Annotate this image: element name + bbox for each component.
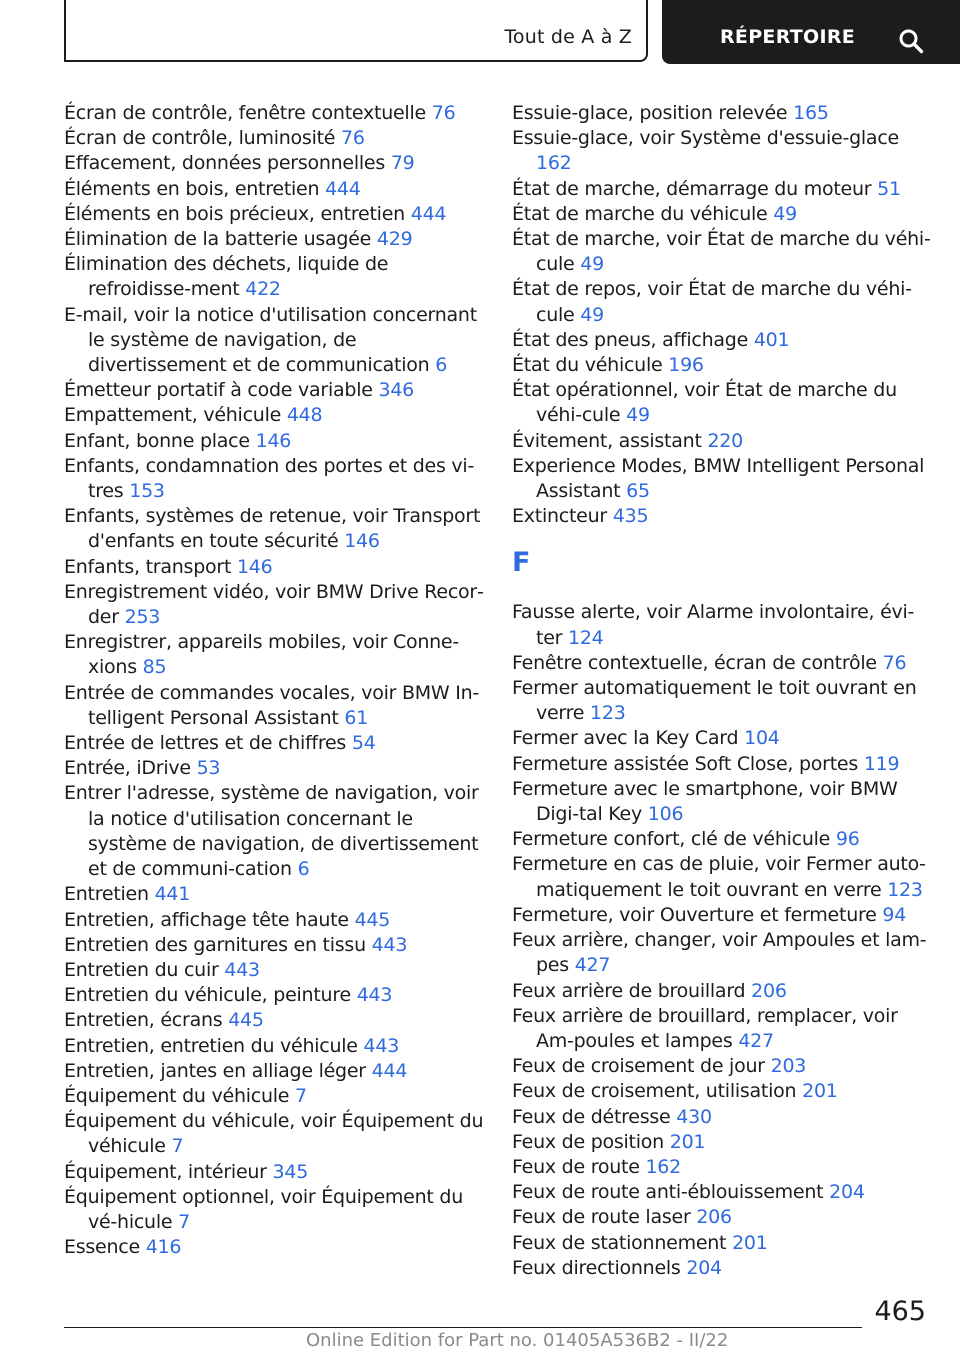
index-entry — [512, 429, 932, 454]
index-entry — [512, 903, 932, 928]
index-entry-page-link[interactable]: 124 — [568, 626, 604, 649]
index-entry-page-link[interactable]: 441 — [154, 883, 191, 906]
index-entry-term: Entrée, iDrive — [64, 757, 191, 780]
page-number: 465 — [874, 1296, 926, 1327]
index-entry-term: Fenêtre contextuelle, écran de contrôle — [512, 651, 877, 674]
index-entry-term: Enfants, condamnation des portes et des vi‐tres — [64, 454, 475, 503]
index-entry-page-link[interactable]: 76 — [431, 102, 456, 124]
index-entry — [64, 403, 484, 428]
index-entry-term: Feux arrière de brouillard, remplacer, voir Am‐poules et lampes — [512, 1004, 898, 1052]
index-entry-term: Fermer avec la Key Card — [512, 727, 739, 750]
index-entry-term: Fermer automatiquement le toit ouvrant en verre — [512, 677, 917, 725]
index-entry-page-link[interactable]: 220 — [707, 429, 743, 452]
index-entry-term: Feux de croisement, utilisation — [512, 1080, 797, 1103]
index-entry — [64, 151, 484, 176]
index-entry-term: Entretien, écrans — [64, 1009, 223, 1032]
index-entry-page-link[interactable]: 7 — [171, 1135, 184, 1158]
index-entry-page-link[interactable]: 123 — [887, 878, 923, 901]
index-entry — [64, 252, 484, 302]
index-entry-term: Entrer l'adresse, système de navigation, voir la notice d'utilisation concernant le système de navigation, de divertissement et de communi‐cation — [64, 782, 479, 881]
index-entry-page-link[interactable]: 49 — [626, 404, 650, 427]
index-entry — [64, 908, 484, 933]
index-entry — [64, 177, 484, 202]
index-entry-term: État des pneus, affichage — [512, 328, 749, 351]
index-entry-page-link[interactable]: 196 — [668, 354, 704, 377]
index-entry-page-link[interactable]: 345 — [272, 1160, 309, 1183]
index-entry-page-link[interactable]: 206 — [696, 1206, 732, 1229]
index-entry — [64, 303, 484, 379]
index-entry-term: État de repos, voir État de marche du véhi‐cule — [512, 278, 912, 326]
index-entry-term: Émetteur portatif à code variable — [64, 379, 373, 402]
index-entry-term: État opérationnel, voir État de marche du véhi‐cule — [512, 379, 897, 427]
index-entry-page-link[interactable]: 253 — [124, 606, 161, 629]
index-entry-page-link[interactable]: 85 — [142, 656, 167, 679]
index-entry-page-link[interactable]: 7 — [295, 1084, 307, 1107]
index-entry — [64, 731, 484, 756]
footer-edition-text: Online Edition for Part no. 01405A536B2 - II/22 — [306, 1330, 729, 1351]
index-entry — [512, 1105, 932, 1130]
index-entry-term: Éléments en bois, entretien — [64, 177, 320, 200]
index-entry-term: Feux de route laser — [512, 1206, 691, 1229]
index-entry-page-link[interactable]: 401 — [753, 328, 790, 351]
index-entry-page-link[interactable]: 119 — [863, 752, 900, 775]
index-entry-page-link[interactable]: 6 — [435, 354, 448, 377]
index-entry-page-link[interactable]: 445 — [228, 1009, 264, 1032]
index-entry — [64, 1160, 484, 1185]
index-entry — [64, 504, 484, 554]
index-entry — [64, 555, 484, 580]
index-entry-page-link[interactable]: 123 — [590, 702, 626, 725]
index-entry-page-link[interactable]: 162 — [536, 152, 572, 175]
index-entry — [64, 429, 484, 454]
index-entry-term: Feux directionnels — [512, 1256, 681, 1279]
index-entry-page-link[interactable]: 6 — [297, 858, 310, 881]
index-entry-page-link[interactable]: 443 — [224, 958, 260, 981]
index-entry-term: Extincteur — [512, 505, 607, 528]
index-entry-term: Élimination de la batterie usagée — [64, 228, 372, 251]
index-entry — [64, 983, 484, 1008]
index-entry-term: Entretien — [64, 883, 149, 906]
index-entry-page-link[interactable]: 443 — [356, 984, 393, 1007]
index-entry-page-link[interactable]: 422 — [245, 278, 281, 301]
index-entry-term: Équipement optionnel, voir Équipement du vé‐hicule — [64, 1185, 464, 1233]
index-entry-term: Fermeture confort, clé de véhicule — [512, 828, 831, 851]
index-entry-term: Fausse alerte, voir Alarme involontaire, évi‐ter — [512, 601, 915, 649]
index-entry-term: Enregistrer, appareils mobiles, voir Conne‐xions — [64, 631, 459, 679]
index-entry-term: Empattement, véhicule — [64, 404, 282, 427]
index-entry — [64, 1008, 484, 1033]
index-entry-term: Fermeture avec le smartphone, voir BMW Digi‐tal Key — [512, 777, 898, 826]
index-entry-page-link[interactable]: 444 — [325, 177, 361, 200]
index-entry — [512, 979, 932, 1004]
index-entry — [512, 1130, 932, 1155]
index-entry-term: Feux arrière, changer, voir Ampoules et lam‐pes — [512, 929, 927, 977]
index-entry — [64, 1034, 484, 1059]
index-entry — [64, 126, 484, 151]
index-entry-term: Enfants, transport — [64, 555, 232, 578]
index-entry — [512, 827, 932, 852]
index-entry-page-link[interactable]: 51 — [877, 177, 901, 200]
index-entry-page-link[interactable]: 146 — [344, 530, 380, 553]
index-entry-page-link[interactable]: 201 — [732, 1231, 768, 1254]
index-entry — [64, 227, 484, 252]
index-entry-term: État de marche du véhicule — [512, 202, 768, 225]
index-entry-page-link[interactable]: 53 — [196, 757, 221, 780]
index-entry-term: Enfant, bonne place — [64, 429, 250, 452]
index-entry-page-link[interactable]: 430 — [676, 1105, 712, 1128]
index-entry-term: Fermeture assistée Soft Close, portes — [512, 752, 859, 775]
index-entry — [512, 600, 932, 650]
index-entry-term: Feux de stationnement — [512, 1231, 727, 1254]
index-entry-page-link[interactable]: 435 — [612, 505, 649, 528]
index-entry — [64, 882, 484, 907]
index-entry — [512, 726, 932, 751]
index-entry — [512, 676, 932, 726]
index-entry-page-link[interactable]: 429 — [376, 228, 413, 251]
index-entry-term: Entretien, entretien du véhicule — [64, 1034, 358, 1057]
index-entry — [512, 1180, 932, 1205]
index-entry-page-link[interactable]: 427 — [574, 954, 611, 977]
index-entry — [512, 378, 932, 428]
index-entry-page-link[interactable]: 201 — [802, 1080, 838, 1103]
index-entry-page-link[interactable]: 448 — [286, 404, 323, 427]
index-entry-term: Feux de route anti-éblouissement — [512, 1181, 824, 1204]
index-list-e — [64, 101, 484, 1260]
index-entry-term: Écran de contrôle, fenêtre contextuelle — [64, 102, 426, 124]
index-entry-term: Équipement du véhicule — [64, 1084, 290, 1107]
header-index-tab[interactable] — [662, 0, 960, 64]
index-entry — [64, 202, 484, 227]
index-entry-page-link[interactable]: 65 — [626, 480, 650, 503]
index-entry — [64, 1109, 484, 1159]
index-entry-term: E-mail, voir la notice d'utilisation concernant le système de navigation, de divertissement et de communication — [64, 303, 477, 377]
index-entry — [64, 1185, 484, 1235]
index-entry-term: Entretien des garnitures en tissu — [64, 933, 366, 956]
index-entry — [512, 454, 932, 504]
index-entry-page-link[interactable]: 146 — [236, 555, 273, 578]
index-entry — [64, 630, 484, 680]
index-entry-page-link[interactable]: 204 — [686, 1256, 722, 1279]
index-entry — [64, 756, 484, 781]
index-entry-page-link[interactable]: 79 — [390, 152, 415, 175]
index-entry — [64, 781, 484, 882]
index-entry-term: Feux de position — [512, 1130, 664, 1153]
index-entry — [512, 353, 932, 378]
index-entry-page-link[interactable]: 76 — [882, 651, 907, 674]
index-list-f — [512, 600, 932, 1280]
index-entry-page-link[interactable]: 54 — [351, 732, 376, 755]
index-entry — [64, 681, 484, 731]
index-entry-page-link[interactable]: 94 — [882, 903, 907, 926]
index-entry-term: Fermeture en cas de pluie, voir Fermer auto‐matiquement le toit ouvrant en verre — [512, 853, 926, 901]
index-entry-term: Équipement, intérieur — [64, 1160, 267, 1183]
index-entry-page-link[interactable]: 76 — [341, 127, 365, 150]
index-entry — [512, 1054, 932, 1079]
index-entry — [64, 1084, 484, 1109]
index-entry-page-link[interactable]: 203 — [770, 1055, 807, 1078]
index-entry-term: Feux de détresse — [512, 1105, 671, 1128]
index-column-left — [64, 101, 484, 1260]
index-entry-term: Écran de contrôle, luminosité — [64, 127, 336, 150]
index-entry — [512, 1004, 932, 1054]
index-entry-term: Feux de croisement de jour — [512, 1055, 765, 1078]
index-entry-term: État du véhicule — [512, 354, 663, 377]
index-entry-term: Entretien du véhicule, peinture — [64, 984, 351, 1007]
index-entry — [64, 454, 484, 504]
index-entry — [512, 202, 932, 227]
index-entry-term: Entretien, jantes en alliage léger — [64, 1059, 366, 1082]
index-entry-term: Enfants, systèmes de retenue, voir Transport d'enfants en toute sécurité — [64, 505, 481, 553]
index-entry — [512, 1155, 932, 1180]
footer-divider — [64, 1327, 862, 1328]
index-entry-term: Fermeture, voir Ouverture et fermeture — [512, 903, 877, 926]
index-entry-term: Feux de route — [512, 1155, 640, 1178]
index-entry-term: État de marche, voir État de marche du véhi‐cule — [512, 228, 931, 276]
index-entry-term: Experience Modes, BMW Intelligent Personal Assistant — [512, 454, 925, 503]
index-entry-page-link[interactable]: 49 — [580, 253, 604, 276]
index-entry-page-link[interactable]: 204 — [829, 1181, 865, 1204]
index-entry-term: Entrée de lettres et de chiffres — [64, 732, 347, 755]
index-entry-page-link[interactable]: 444 — [410, 202, 447, 225]
index-entry-page-link[interactable]: 443 — [363, 1034, 400, 1057]
index-entry — [512, 277, 932, 327]
index-entry-page-link[interactable]: 444 — [371, 1059, 408, 1082]
index-entry — [512, 651, 932, 676]
index-column-right — [512, 101, 932, 1281]
index-entry-page-link[interactable]: 443 — [371, 933, 408, 956]
index-entry-page-link[interactable]: 96 — [835, 828, 860, 851]
index-entry — [512, 1205, 932, 1230]
index-entry — [512, 504, 932, 529]
header-section-tab — [64, 0, 648, 62]
index-entry-page-link[interactable]: 104 — [744, 727, 780, 750]
index-entry-page-link[interactable]: 7 — [178, 1210, 190, 1233]
index-entry-term: Évitement, assistant — [512, 429, 702, 452]
index-entry — [64, 1235, 484, 1260]
index-entry-term: Essuie-glace, position relevée — [512, 102, 788, 124]
index-entry — [512, 1079, 932, 1104]
index-entry-term: Entretien, affichage tête haute — [64, 908, 349, 931]
index-entry-page-link[interactable]: 445 — [354, 908, 391, 931]
header-section-label: Tout de A à Z — [504, 26, 632, 48]
index-entry-term: Éléments en bois précieux, entretien — [64, 202, 405, 225]
index-entry — [64, 1059, 484, 1084]
header-index-label: RÉPERTOIRE — [720, 26, 856, 48]
index-entry-term: Enregistrement vidéo, voir BMW Drive Recor‐der — [64, 580, 484, 629]
index-entry-page-link[interactable]: 49 — [580, 303, 604, 326]
index-entry-term: Équipement du véhicule, voir Équipement du véhicule — [64, 1110, 484, 1158]
index-entry-term: Entrée de commandes vocales, voir BMW In‐telligent Personal Assistant — [64, 681, 479, 729]
index-entry-page-link[interactable]: 106 — [647, 803, 684, 826]
index-entry — [64, 933, 484, 958]
index-entry-page-link[interactable]: 416 — [145, 1236, 182, 1259]
index-entry — [64, 958, 484, 983]
index-entry-term: Essence — [64, 1236, 140, 1259]
index-entry-page-link[interactable]: 165 — [793, 102, 829, 124]
index-entry — [512, 126, 932, 176]
index-entry-page-link[interactable]: 162 — [645, 1155, 681, 1178]
index-entry-term: Feux arrière de brouillard — [512, 979, 746, 1002]
index-entry — [512, 177, 932, 202]
index-list-e-continued — [512, 101, 932, 529]
index-entry-term: Élimination des déchets, liquide de refroidisse‐ment — [64, 253, 389, 301]
index-entry — [64, 378, 484, 403]
index-entry-page-link[interactable]: 146 — [255, 429, 292, 452]
index-entry-term: Entretien du cuir — [64, 958, 219, 981]
index-entry-term: Effacement, données personnelles — [64, 152, 386, 175]
index-entry — [512, 1256, 932, 1281]
index-entry-page-link[interactable]: 61 — [344, 706, 369, 729]
index-entry-page-link[interactable]: 153 — [129, 480, 165, 503]
index-entry — [512, 227, 932, 277]
index-entry — [512, 328, 932, 353]
index-entry — [512, 777, 932, 827]
index-entry — [512, 852, 932, 902]
index-entry — [64, 580, 484, 630]
index-entry — [512, 928, 932, 978]
index-entry — [64, 101, 484, 126]
index-entry-term: État de marche, démarrage du moteur — [512, 177, 872, 200]
section-letter-heading: F — [512, 547, 531, 579]
index-entry-term: Essuie-glace, voir Système d'essuie-glace — [512, 127, 899, 150]
index-entry-page-link[interactable]: 206 — [751, 979, 787, 1002]
index-entry-page-link[interactable]: 346 — [378, 379, 414, 402]
index-entry — [512, 101, 932, 126]
index-entry-page-link[interactable]: 427 — [738, 1029, 774, 1052]
search-icon[interactable] — [898, 28, 924, 54]
index-entry — [512, 1231, 932, 1256]
index-entry — [512, 752, 932, 777]
index-entry-page-link[interactable]: 49 — [773, 202, 797, 225]
index-entry-page-link[interactable]: 201 — [669, 1130, 706, 1153]
